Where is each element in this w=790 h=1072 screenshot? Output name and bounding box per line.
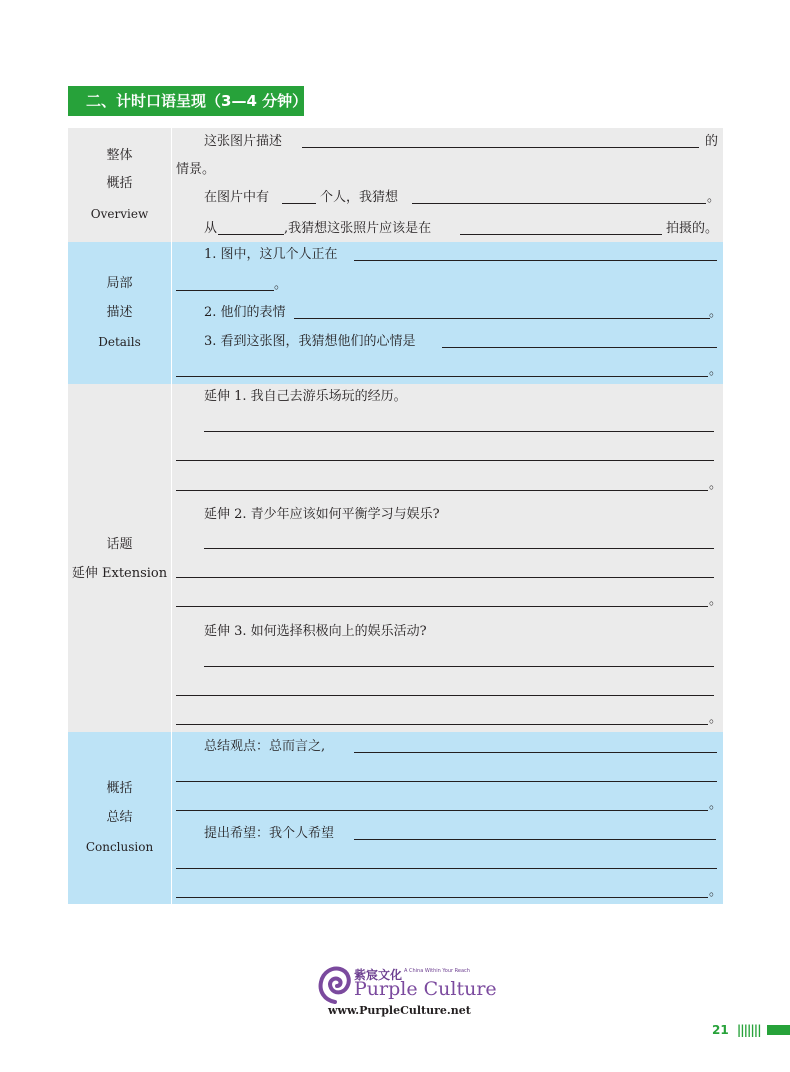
details-q2: 2. 他们的表情 — [204, 305, 286, 320]
overview-section — [68, 128, 723, 242]
conclusion-l1-end: 。 — [709, 797, 723, 812]
overview-line2: 情景。 — [176, 162, 216, 177]
details-q2-blank[interactable] — [294, 318, 710, 319]
conclusion-l2-line3[interactable] — [176, 897, 708, 898]
extension-q2-end: 。 — [709, 593, 723, 608]
extension-q1-end: 。 — [709, 477, 723, 492]
overview-blank-count[interactable] — [282, 203, 316, 204]
section-title: 二、计时口语呈现（3—4 分钟） — [68, 86, 304, 116]
overview-label-cell — [68, 128, 172, 242]
extension-label-mixed: 延伸 Extension — [71, 566, 168, 581]
extension-q3-line1[interactable] — [204, 666, 714, 667]
details-label-cell — [68, 242, 172, 384]
details-q1-blank[interactable] — [354, 260, 717, 261]
conclusion-l1-line2[interactable] — [176, 781, 717, 782]
overview-label-cn2: 概括 — [106, 176, 133, 191]
overview-line4-a: 从 — [204, 221, 218, 236]
details-label-en: Details — [98, 335, 141, 349]
extension-q3-line2[interactable] — [176, 695, 714, 696]
brand-name-en: Purple Culture — [354, 978, 497, 1000]
details-q1-end: 。 — [274, 277, 288, 292]
swirl-logo-icon — [318, 964, 352, 1004]
conclusion-l1-blank[interactable] — [354, 752, 717, 753]
page-number-bar — [712, 1024, 790, 1037]
conclusion-l1-line3[interactable] — [176, 810, 708, 811]
details-q3: 3. 看到这张图，我猜想他们的心情是 — [204, 334, 416, 349]
details-q3-end: 。 — [709, 363, 723, 378]
overview-blank-guess[interactable] — [412, 203, 706, 204]
extension-q3: 延伸 3. 如何选择积极向上的娱乐活动? — [204, 624, 427, 639]
details-label-cn1: 局部 — [106, 276, 133, 291]
page-number: 21 — [712, 1023, 729, 1037]
overview-line1: 这张图片描述 — [204, 134, 283, 149]
extension-label-cell — [68, 384, 172, 732]
extension-q2-line1[interactable] — [204, 548, 714, 549]
overview-label-cn1: 整体 — [106, 148, 133, 163]
brand-tagline: A China Within Your Reach — [404, 968, 470, 974]
conclusion-label-en: Conclusion — [85, 840, 154, 854]
extension-q1-line2[interactable] — [176, 460, 714, 461]
overview-blank-place[interactable] — [460, 234, 662, 235]
overview-line4-b: ,我猜想这张照片应该是在 — [284, 221, 432, 236]
conclusion-label-cell — [68, 732, 172, 904]
conclusion-l2-line2[interactable] — [176, 868, 717, 869]
extension-q1: 延伸 1. 我自己去游乐场玩的经历。 — [204, 389, 407, 404]
details-q2-end: 。 — [709, 305, 723, 320]
extension-label-cn: 话题 — [106, 537, 133, 552]
brand-url[interactable]: www.PurpleCulture.net — [328, 1004, 471, 1017]
conclusion-l2-end: 。 — [709, 884, 723, 899]
extension-q3-line3[interactable] — [176, 724, 708, 725]
conclusion-label-cn2: 总结 — [106, 810, 133, 825]
extension-q3-end: 。 — [709, 711, 723, 726]
overview-label-en: Overview — [90, 207, 149, 221]
details-q1-blank-2[interactable] — [176, 290, 274, 291]
extension-q2: 延伸 2. 青少年应该如何平衡学习与娱乐? — [204, 507, 440, 522]
details-q3-blank-2[interactable] — [176, 376, 708, 377]
overview-line3-end: 。 — [707, 190, 721, 205]
brand-name-cn: 紫宸文化 — [354, 968, 403, 982]
details-q1: 1. 图中，这几个人正在 — [204, 247, 338, 262]
details-label-cn2: 描述 — [106, 305, 133, 320]
overview-line3-a: 在图片中有 — [204, 190, 270, 205]
page-marks: ||||||| — [736, 1023, 761, 1037]
details-q3-blank[interactable] — [442, 347, 717, 348]
overview-blank-from[interactable] — [218, 234, 284, 235]
purple-culture-logo — [318, 962, 497, 1022]
extension-section — [68, 384, 723, 732]
overview-line3-b: 个人，我猜想 — [320, 190, 399, 205]
page-bar-block — [767, 1025, 790, 1035]
conclusion-l1: 总结观点：总而言之, — [204, 739, 326, 754]
conclusion-label-cn1: 概括 — [106, 781, 133, 796]
conclusion-l2-blank[interactable] — [354, 839, 716, 840]
extension-q2-line3[interactable] — [176, 606, 708, 607]
extension-q1-line1[interactable] — [204, 431, 714, 432]
extension-q2-line2[interactable] — [176, 577, 714, 578]
overview-blank-1[interactable] — [302, 147, 699, 148]
conclusion-l2: 提出希望：我个人希望 — [204, 826, 335, 841]
extension-q1-line3[interactable] — [176, 490, 708, 491]
overview-line1-end: 的 — [705, 134, 719, 149]
conclusion-section — [68, 732, 723, 904]
overview-line4-end: 拍摄的。 — [666, 221, 719, 236]
details-section — [68, 242, 723, 384]
